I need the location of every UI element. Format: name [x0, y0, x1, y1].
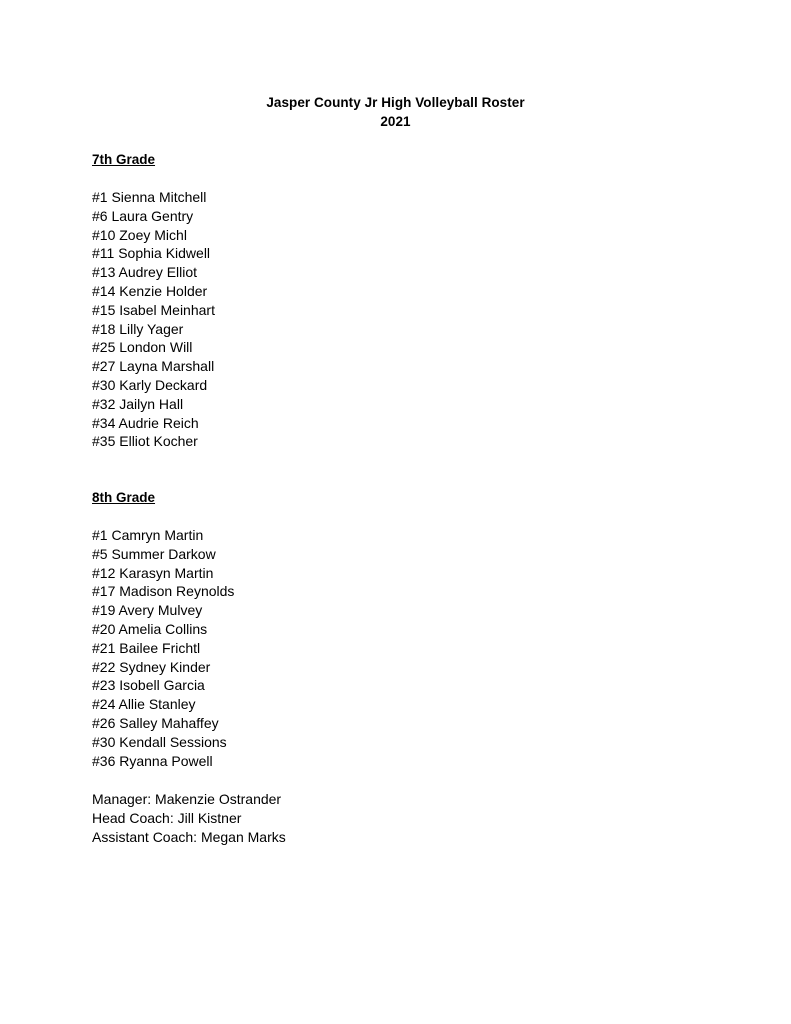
list-item: #34 Audrie Reich [92, 414, 199, 431]
list-item: #14 Kenzie Holder [92, 282, 208, 299]
list-item: #20 Amelia Collins [92, 620, 208, 637]
list-item: #23 Isobell Garcia [92, 677, 205, 694]
list-item: #32 Jailyn Hall [92, 395, 184, 412]
list-item: #11 Sophia Kidwell [92, 245, 211, 262]
staff-head-coach: Head Coach: Jill Kistner [92, 810, 242, 827]
list-item: #12 Karasyn Martin [92, 564, 214, 581]
roster-list-7th-grade [92, 188, 620, 451]
list-item: #35 Elliot Kocher [92, 433, 198, 450]
list-item: #6 Laura Gentry [92, 207, 194, 224]
document-title-year: 2021 [380, 114, 411, 129]
section-heading-8th-grade: 8th Grade [92, 490, 156, 505]
staff-manager: Manager: Makenzie Ostrander [92, 791, 282, 807]
list-item: #19 Avery Mulvey [92, 602, 203, 619]
document-title [0, 93, 791, 131]
list-item: #22 Sydney Kinder [92, 658, 211, 675]
list-item: #17 Madison Reynolds [92, 583, 235, 600]
roster-list-8th-grade [92, 526, 620, 770]
section-7th-grade [0, 150, 620, 451]
list-item: #30 Kendall Sessions [92, 733, 227, 750]
list-item: #5 Summer Darkow [92, 545, 216, 562]
section-heading-7th-grade: 7th Grade [92, 152, 156, 167]
list-item: #15 Isabel Meinhart [92, 301, 215, 318]
document-title-line-1: Jasper County Jr High Volleyball Roster [266, 95, 525, 110]
section-8th-grade [0, 488, 620, 770]
list-item: #21 Bailee Frichtl [92, 639, 201, 656]
list-item: #27 Layna Marshall [92, 358, 215, 375]
list-item: #24 Allie Stanley [92, 696, 196, 713]
list-item: #1 Sienna Mitchell [92, 189, 207, 205]
staff-assistant-coach: Assistant Coach: Megan Marks [92, 829, 286, 846]
list-item: #13 Audrey Elliot [92, 264, 198, 281]
list-item: #1 Camryn Martin [92, 527, 204, 543]
list-item: #18 Lilly Yager [92, 320, 184, 337]
list-item: #25 London Will [92, 339, 193, 356]
staff-list [92, 790, 286, 848]
list-item: #10 Zoey Michl [92, 226, 187, 243]
list-item: #36 Ryanna Powell [92, 752, 213, 769]
list-item: #26 Salley Mahaffey [92, 714, 219, 731]
list-item: #30 Karly Deckard [92, 376, 208, 393]
